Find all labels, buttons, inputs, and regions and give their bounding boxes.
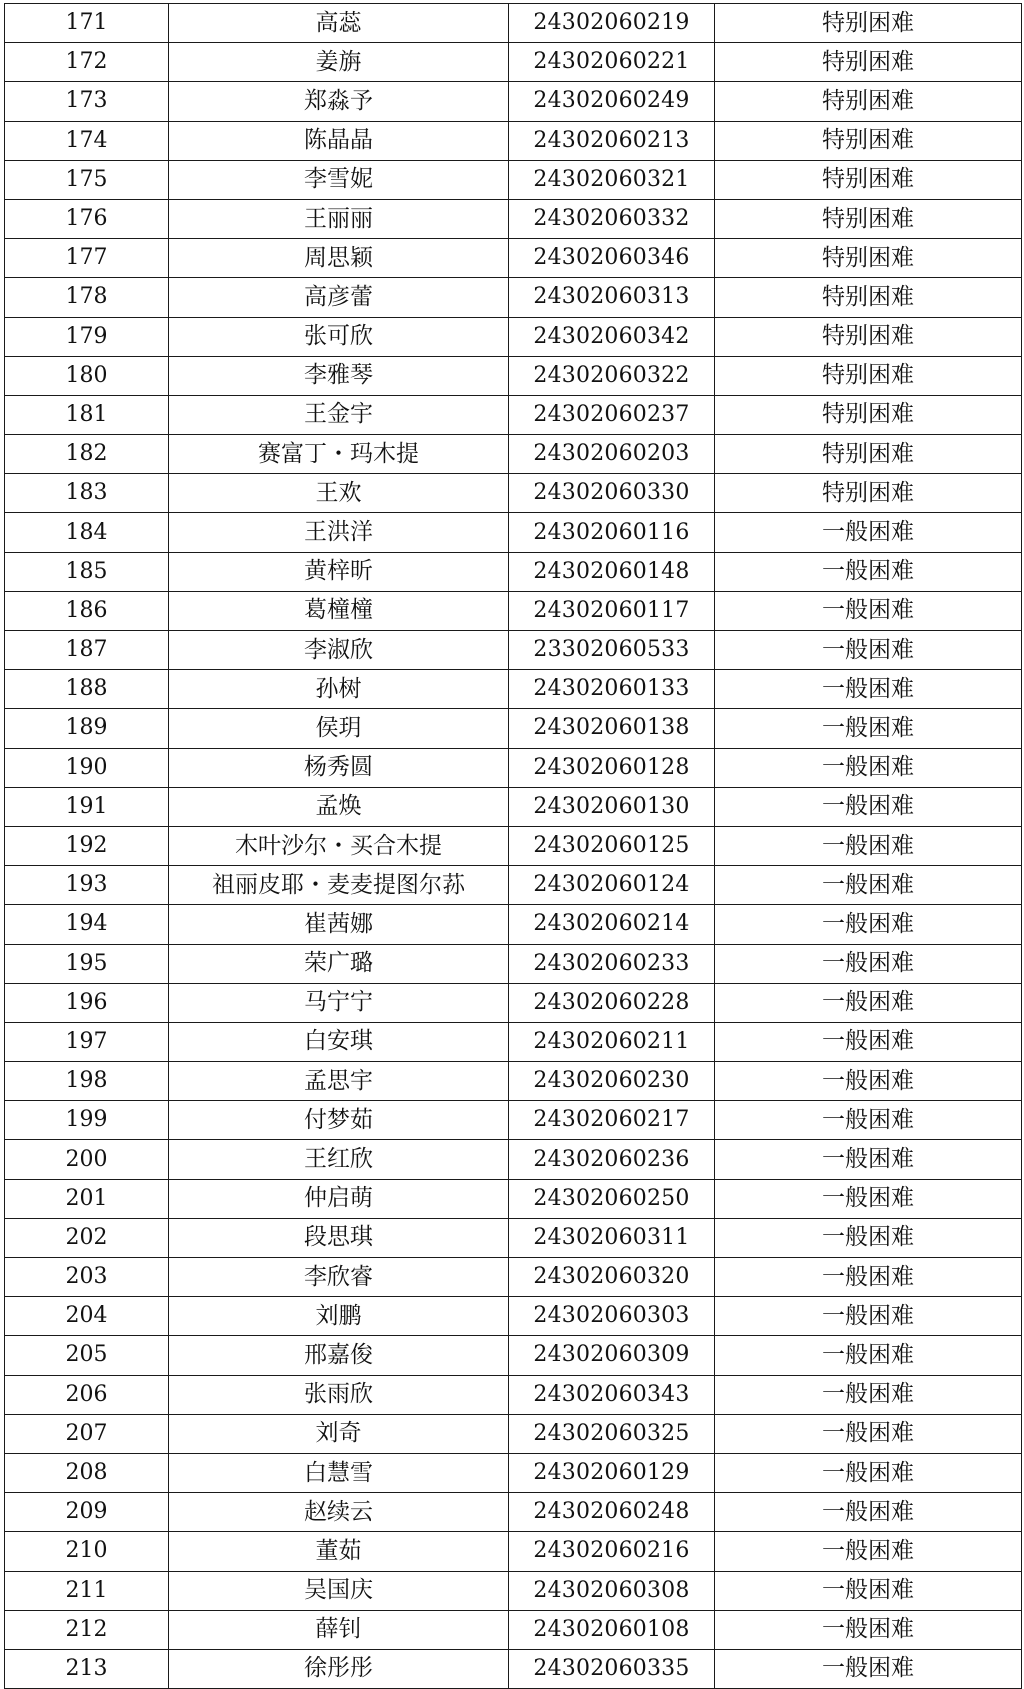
hardship-level-cell: 特别困难	[715, 160, 1022, 199]
student-id-cell: 24302060313	[509, 278, 715, 317]
table-row	[5, 631, 1022, 670]
student-id-cell: 24302060309	[509, 1336, 715, 1375]
student-id-cell: 24302060228	[509, 983, 715, 1022]
table-row	[5, 1297, 1022, 1336]
row-number-cell: 186	[5, 591, 169, 630]
student-name-cell: 吴国庆	[169, 1571, 509, 1610]
row-number-cell: 179	[5, 317, 169, 356]
student-name-cell: 赵续云	[169, 1493, 509, 1532]
hardship-level-cell: 一般困难	[715, 1375, 1022, 1414]
student-id-cell: 24302060311	[509, 1218, 715, 1257]
student-id-cell: 24302060236	[509, 1140, 715, 1179]
student-name-cell: 祖丽皮耶・麦麦提图尔荪	[169, 866, 509, 905]
student-id-cell: 24302060116	[509, 513, 715, 552]
student-name-cell: 段思琪	[169, 1218, 509, 1257]
row-number-cell: 201	[5, 1179, 169, 1218]
hardship-level-cell: 一般困难	[715, 1022, 1022, 1061]
student-name-cell: 黄梓昕	[169, 552, 509, 591]
student-name-cell: 孟焕	[169, 787, 509, 826]
student-id-cell: 24302060148	[509, 552, 715, 591]
hardship-level-cell: 特别困难	[715, 82, 1022, 121]
row-number-cell: 209	[5, 1493, 169, 1532]
student-id-cell: 24302060219	[509, 4, 715, 43]
hardship-level-cell: 特别困难	[715, 278, 1022, 317]
table-row	[5, 239, 1022, 278]
hardship-level-cell: 特别困难	[715, 239, 1022, 278]
hardship-level-cell: 一般困难	[715, 1101, 1022, 1140]
student-name-cell: 木叶沙尔・买合木提	[169, 826, 509, 865]
student-name-cell: 徐彤彤	[169, 1649, 509, 1688]
table-row	[5, 866, 1022, 905]
hardship-level-cell: 特别困难	[715, 121, 1022, 160]
table-row	[5, 983, 1022, 1022]
table-row	[5, 513, 1022, 552]
row-number-cell: 174	[5, 121, 169, 160]
student-id-cell: 24302060342	[509, 317, 715, 356]
row-number-cell: 196	[5, 983, 169, 1022]
table-row	[5, 1649, 1022, 1688]
hardship-level-cell: 一般困难	[715, 1610, 1022, 1649]
row-number-cell: 194	[5, 905, 169, 944]
row-number-cell: 185	[5, 552, 169, 591]
hardship-level-cell: 特别困难	[715, 317, 1022, 356]
table-row	[5, 1101, 1022, 1140]
row-number-cell: 204	[5, 1297, 169, 1336]
row-number-cell: 175	[5, 160, 169, 199]
roster-sheet	[4, 3, 1021, 1689]
table-row	[5, 121, 1022, 160]
row-number-cell: 184	[5, 513, 169, 552]
row-number-cell: 173	[5, 82, 169, 121]
student-id-cell: 24302060250	[509, 1179, 715, 1218]
student-id-cell: 24302060233	[509, 944, 715, 983]
student-name-cell: 刘奇	[169, 1414, 509, 1453]
student-id-cell: 24302060217	[509, 1101, 715, 1140]
student-id-cell: 24302060325	[509, 1414, 715, 1453]
student-name-cell: 张可欣	[169, 317, 509, 356]
row-number-cell: 193	[5, 866, 169, 905]
table-row	[5, 709, 1022, 748]
student-name-cell: 孟思宇	[169, 1062, 509, 1101]
student-name-cell: 王欢	[169, 474, 509, 513]
row-number-cell: 171	[5, 4, 169, 43]
row-number-cell: 177	[5, 239, 169, 278]
hardship-level-cell: 一般困难	[715, 1258, 1022, 1297]
row-number-cell: 180	[5, 356, 169, 395]
row-number-cell: 197	[5, 1022, 169, 1061]
table-body	[5, 4, 1022, 1689]
row-number-cell: 189	[5, 709, 169, 748]
student-id-cell: 24302060332	[509, 199, 715, 238]
row-number-cell: 181	[5, 395, 169, 434]
student-id-cell: 24302060213	[509, 121, 715, 160]
hardship-level-cell: 一般困难	[715, 866, 1022, 905]
hardship-level-cell: 一般困难	[715, 670, 1022, 709]
hardship-level-cell: 特别困难	[715, 356, 1022, 395]
table-row	[5, 787, 1022, 826]
student-id-cell: 24302060108	[509, 1610, 715, 1649]
student-aid-table	[4, 3, 1022, 1689]
table-row	[5, 1532, 1022, 1571]
row-number-cell: 203	[5, 1258, 169, 1297]
row-number-cell: 199	[5, 1101, 169, 1140]
table-row	[5, 905, 1022, 944]
hardship-level-cell: 一般困难	[715, 1571, 1022, 1610]
student-name-cell: 杨秀圆	[169, 748, 509, 787]
student-name-cell: 薛钊	[169, 1610, 509, 1649]
student-id-cell: 24302060214	[509, 905, 715, 944]
student-id-cell: 24302060125	[509, 826, 715, 865]
hardship-level-cell: 特别困难	[715, 395, 1022, 434]
table-row	[5, 1375, 1022, 1414]
student-id-cell: 24302060335	[509, 1649, 715, 1688]
table-row	[5, 435, 1022, 474]
table-row	[5, 591, 1022, 630]
row-number-cell: 188	[5, 670, 169, 709]
student-id-cell: 24302060128	[509, 748, 715, 787]
student-id-cell: 24302060330	[509, 474, 715, 513]
row-number-cell: 200	[5, 1140, 169, 1179]
student-name-cell: 张雨欣	[169, 1375, 509, 1414]
hardship-level-cell: 一般困难	[715, 1532, 1022, 1571]
hardship-level-cell: 一般困难	[715, 1218, 1022, 1257]
student-id-cell: 24302060203	[509, 435, 715, 474]
hardship-level-cell: 一般困难	[715, 905, 1022, 944]
row-number-cell: 172	[5, 43, 169, 82]
student-name-cell: 王金宇	[169, 395, 509, 434]
row-number-cell: 190	[5, 748, 169, 787]
table-row	[5, 82, 1022, 121]
student-name-cell: 孙树	[169, 670, 509, 709]
hardship-level-cell: 一般困难	[715, 1179, 1022, 1218]
student-id-cell: 24302060221	[509, 43, 715, 82]
student-name-cell: 付梦茹	[169, 1101, 509, 1140]
table-row	[5, 1414, 1022, 1453]
student-id-cell: 24302060216	[509, 1532, 715, 1571]
row-number-cell: 198	[5, 1062, 169, 1101]
student-id-cell: 24302060320	[509, 1258, 715, 1297]
student-name-cell: 崔茜娜	[169, 905, 509, 944]
student-name-cell: 郑淼予	[169, 82, 509, 121]
student-id-cell: 24302060124	[509, 866, 715, 905]
hardship-level-cell: 一般困难	[715, 1414, 1022, 1453]
student-id-cell: 24302060321	[509, 160, 715, 199]
row-number-cell: 213	[5, 1649, 169, 1688]
hardship-level-cell: 一般困难	[715, 513, 1022, 552]
table-row	[5, 4, 1022, 43]
student-name-cell: 高彦蕾	[169, 278, 509, 317]
hardship-level-cell: 一般困难	[715, 631, 1022, 670]
row-number-cell: 192	[5, 826, 169, 865]
student-id-cell: 24302060133	[509, 670, 715, 709]
row-number-cell: 206	[5, 1375, 169, 1414]
hardship-level-cell: 特别困难	[715, 43, 1022, 82]
student-id-cell: 24302060117	[509, 591, 715, 630]
table-row	[5, 1493, 1022, 1532]
student-id-cell: 24302060237	[509, 395, 715, 434]
student-id-cell: 24302060129	[509, 1453, 715, 1492]
table-row	[5, 1022, 1022, 1061]
hardship-level-cell: 一般困难	[715, 983, 1022, 1022]
table-row	[5, 474, 1022, 513]
table-row	[5, 748, 1022, 787]
row-number-cell: 211	[5, 1571, 169, 1610]
table-row	[5, 317, 1022, 356]
student-name-cell: 李雅琴	[169, 356, 509, 395]
table-row	[5, 670, 1022, 709]
hardship-level-cell: 一般困难	[715, 1649, 1022, 1688]
student-id-cell: 24302060248	[509, 1493, 715, 1532]
table-row	[5, 944, 1022, 983]
student-id-cell: 24302060322	[509, 356, 715, 395]
student-name-cell: 侯玥	[169, 709, 509, 748]
hardship-level-cell: 一般困难	[715, 1297, 1022, 1336]
table-row	[5, 395, 1022, 434]
row-number-cell: 176	[5, 199, 169, 238]
student-id-cell: 24302060130	[509, 787, 715, 826]
student-name-cell: 赛富丁・玛木提	[169, 435, 509, 474]
table-row	[5, 43, 1022, 82]
student-id-cell: 24302060230	[509, 1062, 715, 1101]
student-name-cell: 王丽丽	[169, 199, 509, 238]
hardship-level-cell: 一般困难	[715, 552, 1022, 591]
hardship-level-cell: 一般困难	[715, 1453, 1022, 1492]
row-number-cell: 207	[5, 1414, 169, 1453]
student-name-cell: 仲启萌	[169, 1179, 509, 1218]
table-row	[5, 278, 1022, 317]
table-row	[5, 1179, 1022, 1218]
student-id-cell: 24302060343	[509, 1375, 715, 1414]
row-number-cell: 187	[5, 631, 169, 670]
table-row	[5, 160, 1022, 199]
student-name-cell: 李雪妮	[169, 160, 509, 199]
student-name-cell: 葛橦橦	[169, 591, 509, 630]
row-number-cell: 208	[5, 1453, 169, 1492]
table-row	[5, 356, 1022, 395]
row-number-cell: 191	[5, 787, 169, 826]
row-number-cell: 212	[5, 1610, 169, 1649]
student-name-cell: 李淑欣	[169, 631, 509, 670]
hardship-level-cell: 特别困难	[715, 435, 1022, 474]
student-name-cell: 马宁宁	[169, 983, 509, 1022]
table-row	[5, 552, 1022, 591]
student-id-cell: 24302060308	[509, 1571, 715, 1610]
table-row	[5, 199, 1022, 238]
hardship-level-cell: 特别困难	[715, 474, 1022, 513]
hardship-level-cell: 一般困难	[715, 1140, 1022, 1179]
student-name-cell: 白安琪	[169, 1022, 509, 1061]
table-row	[5, 1140, 1022, 1179]
student-name-cell: 周思颖	[169, 239, 509, 278]
student-name-cell: 白慧雪	[169, 1453, 509, 1492]
student-name-cell: 董茹	[169, 1532, 509, 1571]
hardship-level-cell: 一般困难	[715, 709, 1022, 748]
student-id-cell: 24302060138	[509, 709, 715, 748]
table-row	[5, 1453, 1022, 1492]
row-number-cell: 202	[5, 1218, 169, 1257]
table-row	[5, 1571, 1022, 1610]
student-name-cell: 王红欣	[169, 1140, 509, 1179]
student-id-cell: 24302060249	[509, 82, 715, 121]
hardship-level-cell: 一般困难	[715, 1336, 1022, 1375]
row-number-cell: 210	[5, 1532, 169, 1571]
row-number-cell: 195	[5, 944, 169, 983]
student-id-cell: 24302060346	[509, 239, 715, 278]
student-id-cell: 23302060533	[509, 631, 715, 670]
table-row	[5, 1336, 1022, 1375]
student-name-cell: 陈晶晶	[169, 121, 509, 160]
student-name-cell: 李欣睿	[169, 1258, 509, 1297]
hardship-level-cell: 一般困难	[715, 1493, 1022, 1532]
student-id-cell: 24302060303	[509, 1297, 715, 1336]
hardship-level-cell: 一般困难	[715, 826, 1022, 865]
row-number-cell: 182	[5, 435, 169, 474]
hardship-level-cell: 一般困难	[715, 944, 1022, 983]
table-row	[5, 1062, 1022, 1101]
student-name-cell: 高蕊	[169, 4, 509, 43]
student-name-cell: 荣广璐	[169, 944, 509, 983]
student-name-cell: 刘鹏	[169, 1297, 509, 1336]
hardship-level-cell: 特别困难	[715, 4, 1022, 43]
hardship-level-cell: 一般困难	[715, 591, 1022, 630]
hardship-level-cell: 特别困难	[715, 199, 1022, 238]
student-name-cell: 邢嘉俊	[169, 1336, 509, 1375]
table-row	[5, 1610, 1022, 1649]
row-number-cell: 178	[5, 278, 169, 317]
hardship-level-cell: 一般困难	[715, 748, 1022, 787]
table-row	[5, 826, 1022, 865]
hardship-level-cell: 一般困难	[715, 787, 1022, 826]
row-number-cell: 205	[5, 1336, 169, 1375]
table-row	[5, 1258, 1022, 1297]
table-row	[5, 1218, 1022, 1257]
student-name-cell: 姜旃	[169, 43, 509, 82]
student-id-cell: 24302060211	[509, 1022, 715, 1061]
row-number-cell: 183	[5, 474, 169, 513]
student-name-cell: 王洪洋	[169, 513, 509, 552]
hardship-level-cell: 一般困难	[715, 1062, 1022, 1101]
